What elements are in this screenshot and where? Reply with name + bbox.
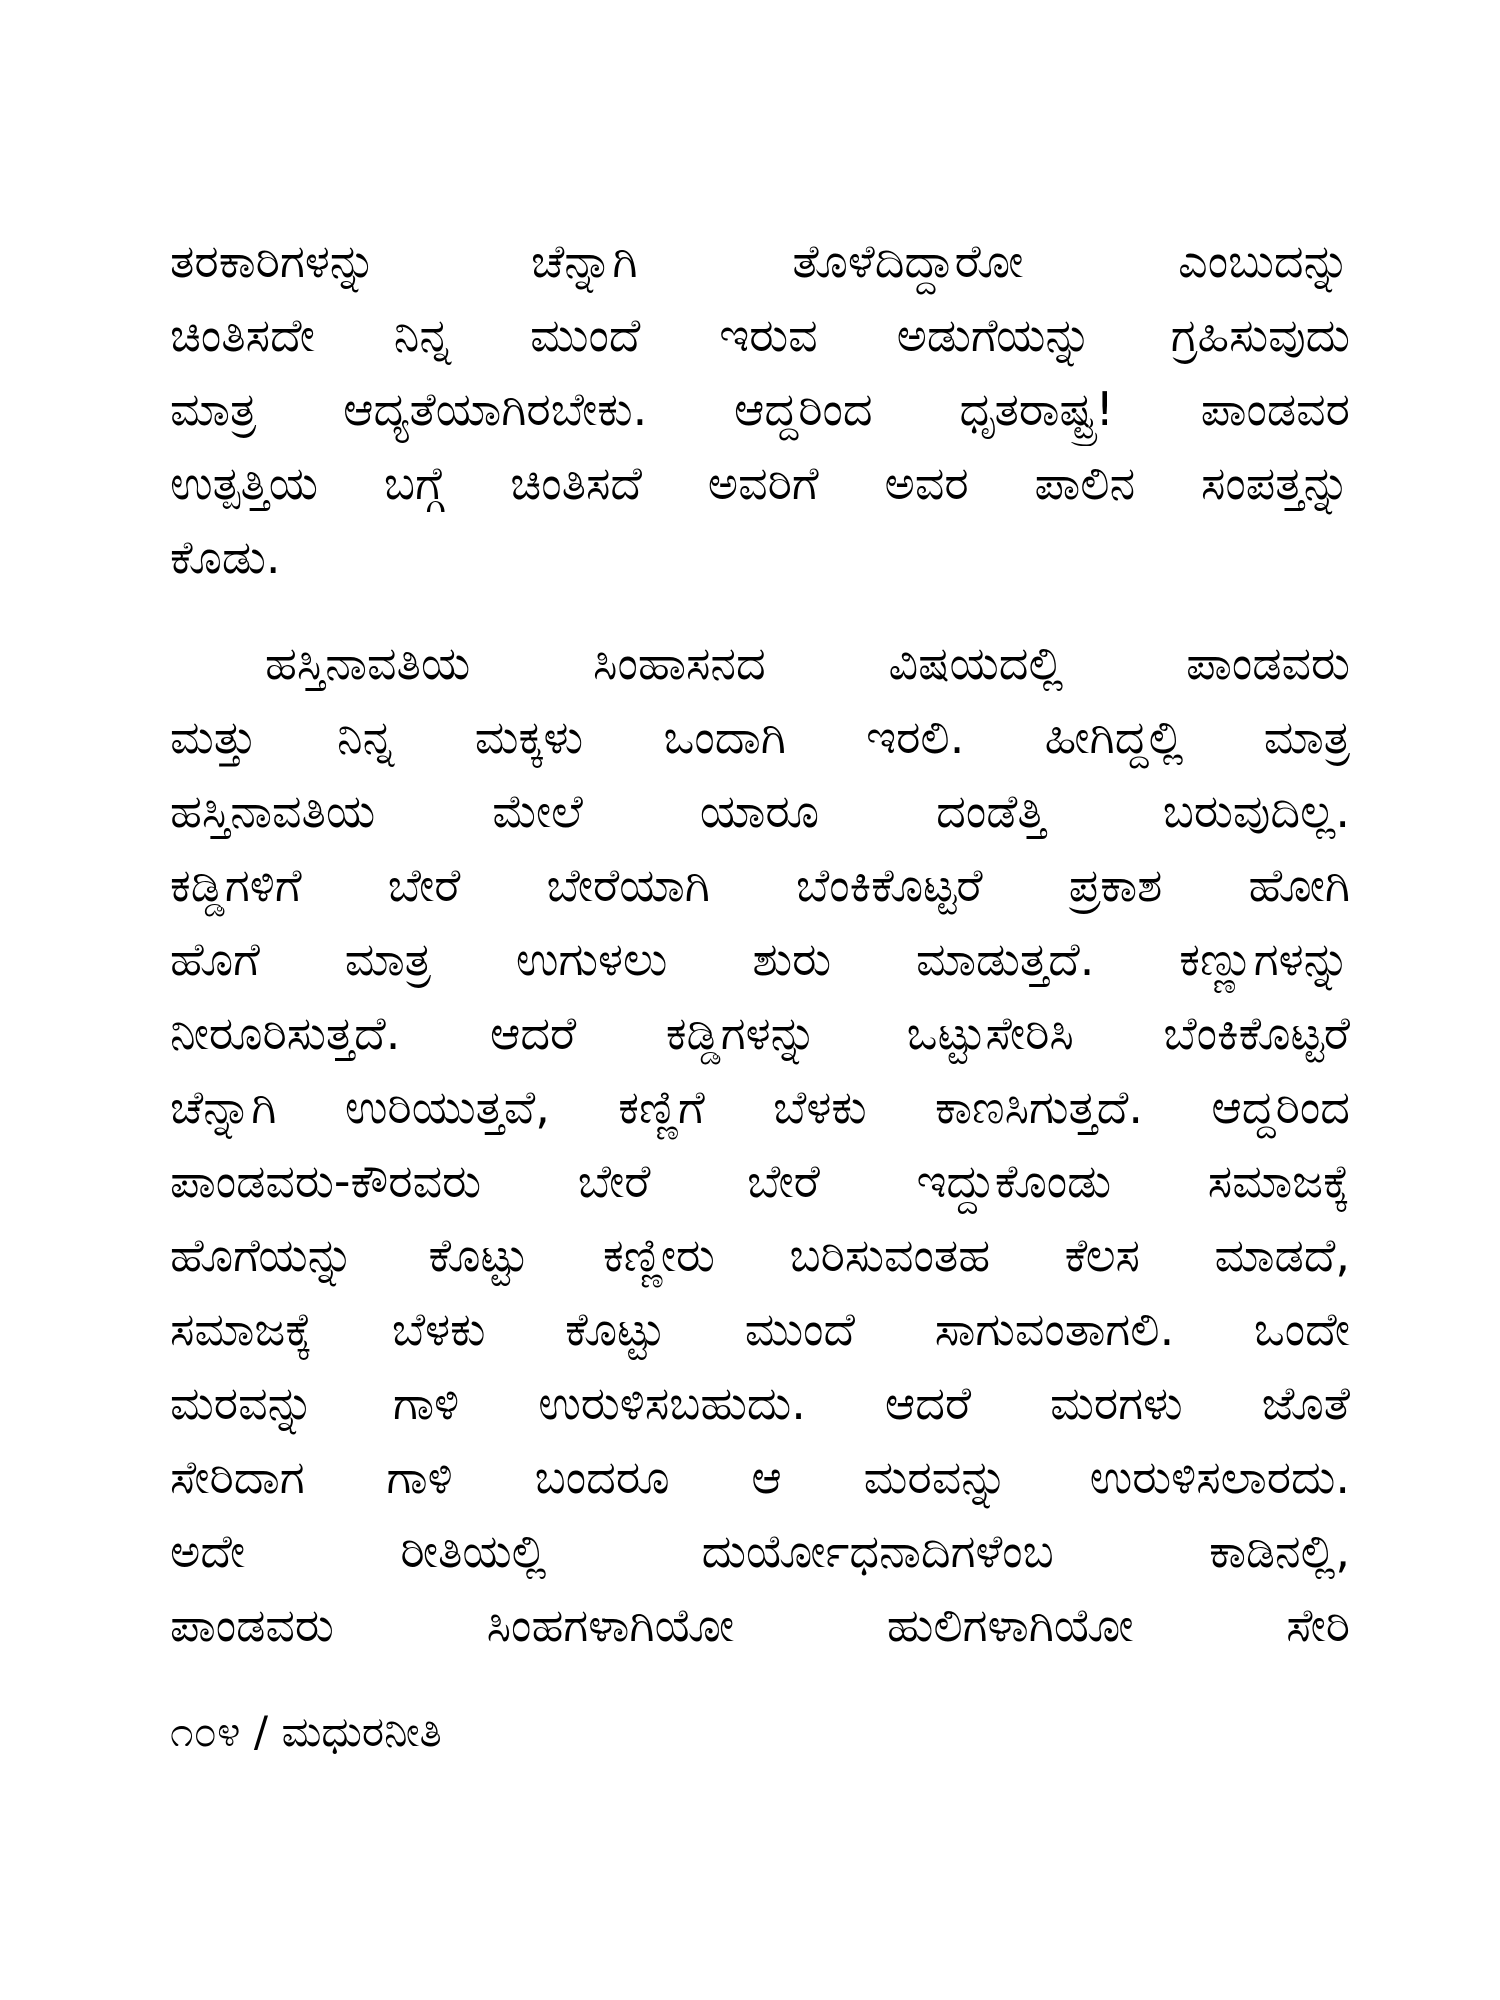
book-title: ಮಧುರನೀತಿ [281,1707,442,1756]
text-line: ಚೆನ್ನಾಗಿ ಉರಿಯುತ್ತವೆ, ಕಣ್ಣಿಗೆ ಬೆಳಕು ಕಾಣಸಿಗುತ್ತದೆ. ಆದ್ದರಿಂದ [170,1080,1350,1134]
text-line: ಸೇರಿದಾಗ ಗಾಳಿ ಬಂದರೂ ಆ ಮರವನ್ನು ಉರುಳಿಸಲಾರದು. [170,1450,1350,1504]
footer-separator: / [253,1707,269,1756]
page-body [170,224,1350,1662]
text-line: ಸಮಾಜಕ್ಕೆ ಬೆಳಕು ಕೊಟ್ಟು ಮುಂದೆ ಸಾಗುವಂತಾಗಲಿ. ಒಂದೇ [170,1302,1350,1356]
text-line: ಪಾಂಡವರು-ಕೌರವರು ಬೇರೆ ಬೇರೆ ಇದ್ದುಕೊಂಡು ಸಮಾಜಕ್ಕೆ [170,1154,1350,1208]
page-footer [170,1702,442,1762]
paragraph-2 [170,626,1350,1662]
text-line: ತರಕಾರಿಗಳನ್ನು ಚೆನ್ನಾಗಿ ತೊಳೆದಿದ್ದಾರೋ ಎಂಬುದನ್ನು [170,234,1350,288]
text-line: ನೀರೂರಿಸುತ್ತದೆ. ಆದರೆ ಕಡ್ಡಿಗಳನ್ನು ಒಟ್ಟುಸೇರಿಸಿ ಬೆಂಕಿಕೊಟ್ಟರೆ [170,1006,1350,1060]
text-line: ಹೊಗೆ ಮಾತ್ರ ಉಗುಳಲು ಶುರು ಮಾಡುತ್ತದೆ. ಕಣ್ಣುಗಳನ್ನು [170,932,1350,986]
text-line: ಮರವನ್ನು ಗಾಳಿ ಉರುಳಿಸಬಹುದು. ಆದರೆ ಮರಗಳು ಜೊತೆ [170,1376,1350,1430]
text-line: ಮಾತ್ರ ಆದ್ಯತೆಯಾಗಿರಬೇಕು. ಆದ್ದರಿಂದ ಧೃತರಾಷ್ಟ್ರ! ಪಾಂಡವರ [170,382,1350,436]
text-line: ಚಿಂತಿಸದೇ ನಿನ್ನ ಮುಂದೆ ಇರುವ ಅಡುಗೆಯನ್ನು ಗ್ರಹಿಸುವುದು [170,308,1350,362]
text-line: ಪಾಂಡವರು ಸಿಂಹಗಳಾಗಿಯೋ ಹುಲಿಗಳಾಗಿಯೋ ಸೇರಿ [170,1598,1350,1652]
text-line: ಉತ್ಪತ್ತಿಯ ಬಗ್ಗೆ ಚಿಂತಿಸದೆ ಅವರಿಗೆ ಅವರ ಪಾಲಿನ ಸಂಪತ್ತನ್ನು [170,456,1350,510]
paragraph-1 [170,224,1350,594]
text-line: ಕಡ್ಡಿಗಳಿಗೆ ಬೇರೆ ಬೇರೆಯಾಗಿ ಬೆಂಕಿಕೊಟ್ಟರೆ ಪ್ರಕಾಶ ಹೋಗಿ [170,858,1350,912]
text-line: ಕೊಡು. [170,530,281,584]
text-line: ಹಸ್ತಿನಾವತಿಯ ಮೇಲೆ ಯಾರೂ ದಂಡೆತ್ತಿ ಬರುವುದಿಲ್ಲ. [170,784,1350,838]
text-line: ಅದೇ ರೀತಿಯಲ್ಲಿ ದುರ್ಯೋಧನಾದಿಗಳೆಂಬ ಕಾಡಿನಲ್ಲಿ, [170,1524,1350,1578]
text-line: ಹೊಗೆಯನ್ನು ಕೊಟ್ಟು ಕಣ್ಣೀರು ಬರಿಸುವಂತಹ ಕೆಲಸ ಮಾಡದೆ, [170,1228,1350,1282]
page-number: ೧೦೪ [170,1707,241,1756]
text-line: ಮತ್ತು ನಿನ್ನ ಮಕ್ಕಳು ಒಂದಾಗಿ ಇರಲಿ. ಹೀಗಿದ್ದಲ್ಲಿ ಮಾತ್ರ [170,710,1350,764]
text-line: ಹಸ್ತಿನಾವತಿಯ ಸಿಂಹಾಸನದ ವಿಷಯದಲ್ಲಿ ಪಾಂಡವರು [265,636,1350,690]
